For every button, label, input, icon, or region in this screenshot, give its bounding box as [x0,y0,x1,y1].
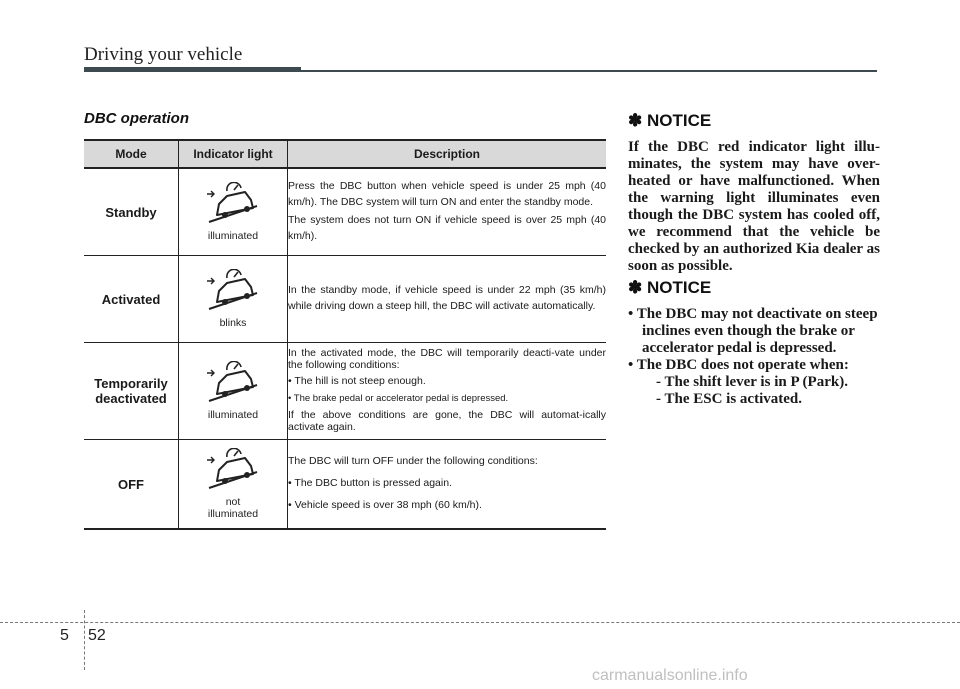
description-cell [288,256,607,343]
description-bullet: • Vehicle speed is over 38 mph (60 km/h). [288,499,482,511]
footer-divider [0,622,960,623]
dbc-operation-table [84,139,606,530]
notice-list-item: • The DBC may not deactivate on steep inclines even though the brake or accelerator pedal is depressed. [628,306,878,356]
description-bullet: • The hill is not steep enough. [288,375,426,387]
description-text: Press the DBC button when vehicle speed is under 25 mph (40 km/h). The DBC system will turn ON and enter the standby mode. [288,180,606,208]
table-row-standby [84,168,606,256]
table-header-row [84,140,606,168]
watermark: carmanualsonline.info [592,667,748,684]
description-cell [288,440,607,530]
table-row-off [84,440,606,530]
header-rule-thick [84,67,301,72]
indicator-label: blinks [219,317,247,329]
description-text: If the above conditions are gone, the DBC will automat-ically activate again. [288,409,606,433]
notice-sub-item: - The shift lever is in P (Park). [656,374,848,390]
chapter-number: 5 [60,627,69,644]
dbc-car-on-slope-icon [203,269,263,313]
header-description: Description [288,140,607,168]
description-text: In the activated mode, the DBC will temporarily deacti-vate under the following conditions: [288,347,606,371]
indicator-cell [179,168,288,256]
table-row-activated [84,256,606,343]
footer-vertical-divider [84,610,85,670]
notice-list-text: • The DBC does not operate when: [628,357,849,373]
description-text: In the standby mode, if vehicle speed is under 22 mph (35 km/h) while driving down a steep hill, the DBC will activate automatically. [288,284,606,312]
notice-sub-item: - The ESC is activated. [656,391,802,407]
dbc-car-on-slope-icon [203,182,263,226]
dbc-car-on-slope-icon [203,361,263,405]
indicator-cell [179,343,288,440]
mode-label-line: Temporarily [94,376,168,391]
notice-text: If the DBC red indicator light illu-minates, the system may have over-heated or have malfunctioned. When the warning light illuminates even though the DBC system has cooled off, we recommend that the vehicle be checked by an authorized Kia dealer as soon as possible. [628,139,880,274]
mode-standby: Standby [84,168,179,256]
description-text: The DBC will turn OFF under the following conditions: [288,455,538,467]
notice-heading: ✽ NOTICE [628,111,712,130]
header-mode: Mode [84,140,179,168]
mode-off: OFF [84,440,179,530]
description-cell [288,343,607,440]
table-row-temporarily-deactivated [84,343,606,440]
mode-temporarily-deactivated [84,343,179,440]
notice-heading: ✽ NOTICE [628,278,712,297]
indicator-cell [179,256,288,343]
header-title: Driving your vehicle [84,44,243,65]
notice-list [628,306,880,408]
description-cell [288,168,607,256]
description-bullet: • The DBC button is pressed again. [288,477,452,489]
indicator-label: illuminated [207,508,259,520]
indicator-cell [179,440,288,530]
header-indicator: Indicator light [179,140,288,168]
dbc-car-on-slope-icon [203,448,263,492]
indicator-label: illuminated [207,230,259,242]
description-text: The system does not turn ON if vehicle speed is over 25 mph (40 km/h). [288,214,606,242]
description-bullet: • The brake pedal or accelerator pedal is depressed. [288,393,509,404]
notice-block-1 [628,111,880,275]
page-number: 52 [88,627,106,644]
mode-label-line: deactivated [95,391,167,406]
indicator-label: not [225,496,241,508]
indicator-label: illuminated [207,409,259,421]
mode-activated: Activated [84,256,179,343]
notice-block-2 [628,278,880,408]
notice-list-item [628,357,880,408]
section-title: DBC operation [84,110,189,127]
header-rule-thin [301,70,877,72]
